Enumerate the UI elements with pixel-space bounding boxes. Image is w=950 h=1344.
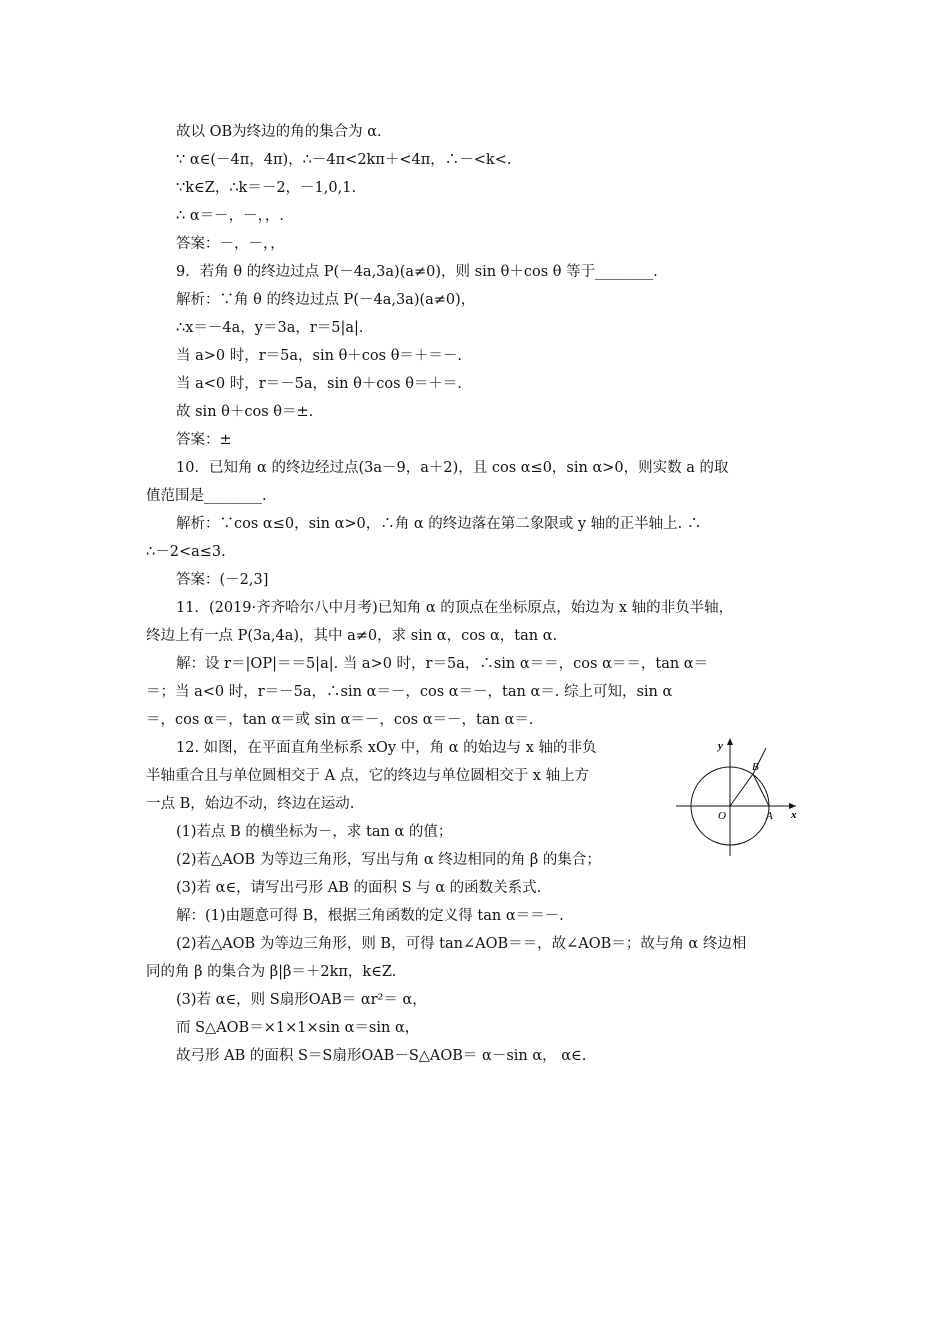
unit-circle-figure — [672, 734, 802, 858]
segment-AB — [753, 774, 769, 806]
text-line: ∵k∈Z，∴k＝－2，－1,0,1. — [176, 180, 357, 196]
text-line: (3)若 α∈，请写出弓形 AB 的面积 S 与 α 的函数关系式. — [176, 880, 542, 896]
text-line: 解：(1)由题意可得 B，根据三角函数的定义得 tan α＝＝－. — [176, 908, 564, 924]
text-line: 解析：∵cos α≤0，sin α>0，∴角 α 的终边落在第二象限或 y 轴的正半轴上. ∴ — [176, 516, 702, 532]
text-line: 解析：∵角 θ 的终边过点 P(－4a,3a)(a≠0)， — [176, 292, 476, 308]
text-line: 当 a<0 时，r＝－5a，sin θ＋cos θ＝＋＝. — [176, 376, 463, 392]
question-11: 11．(2019·齐齐哈尔八中月考)已知角 α 的顶点在坐标原点，始边为 x 轴的非负半轴， — [176, 600, 734, 616]
text-line: (2)若△AOB 为等边三角形，则 B，可得 tan∠AOB＝＝，故∠AOB＝；故与角 α 终边相 — [176, 936, 747, 952]
answer-line: 答案：(－2,3] — [176, 572, 269, 588]
question-12: 12. 如图，在平面直角坐标系 xOy 中，角 α 的始边与 x 轴的非负 — [176, 740, 597, 756]
text-line: 半轴重合且与单位圆相交于 A 点，它的终边与单位圆相交于 x 轴上方 — [146, 768, 590, 784]
segment-OB — [730, 774, 753, 806]
text-line: 同的角 β 的集合为 β|β＝＋2kπ，k∈Z. — [146, 964, 397, 980]
text-line: ∵ α∈(－4π，4π)，∴－4π<2kπ＋<4π，∴－<k<. — [176, 152, 512, 168]
text-line: (1)若点 B 的横坐标为－，求 tan α 的值； — [176, 824, 453, 840]
text-line: ＝；当 a<0 时，r＝－5a，∴sin α＝－，cos α＝－，tan α＝. 综上可知，sin α — [146, 684, 673, 700]
label-B: B — [752, 761, 759, 773]
text-line: 故以 OB为终边的角的集合为 α. — [176, 124, 382, 140]
label-x: x — [791, 809, 797, 821]
answer-line: 答案：± — [176, 432, 232, 448]
text-line: 而 S△AOB＝×1×1×sin α＝sin α， — [176, 1020, 420, 1036]
label-A: A — [766, 810, 773, 822]
text-line: 值范围是________. — [146, 488, 267, 504]
text-line: 故 sin θ＋cos θ＝±. — [176, 404, 314, 420]
answer-line: 答案：－，－，， — [176, 236, 285, 252]
text-line: 一点 B，始边不动，终边在运动. — [146, 796, 355, 812]
text-line: ∴－2<a≤3. — [146, 544, 226, 560]
text-line: 解：设 r＝|OP|＝＝5|a|. 当 a>0 时，r＝5a，∴sin α＝＝，cos α＝＝，tan α＝ — [176, 656, 709, 672]
question-10: 10．已知角 α 的终边经过点(3a－9，a＋2)，且 cos α≤0，sin α>0，则实数 a 的取 — [176, 460, 729, 476]
text-line: ＝，cos α＝，tan α＝或 sin α＝－，cos α＝－，tan α＝. — [146, 712, 534, 728]
text-line: 当 a>0 时，r＝5a，sin θ＋cos θ＝＋＝－. — [176, 348, 463, 364]
text-line: (3)若 α∈，则 S扇形OAB＝ αr²＝ α， — [176, 992, 427, 1008]
label-y: y — [718, 740, 723, 752]
text-line: ∴ α＝－，－，，. — [176, 208, 284, 224]
label-O: O — [718, 810, 726, 822]
text-line: 终边上有一点 P(3a,4a)，其中 a≠0，求 sin α，cos α，tan α. — [146, 628, 558, 644]
question-9: 9．若角 θ 的终边过点 P(－4a,3a)(a≠0)，则 sin θ＋cos θ 等于________. — [176, 264, 658, 280]
text-line: 故弓形 AB 的面积 S＝S扇形OAB－S△AOB＝ α－sin α， α∈. — [176, 1048, 587, 1064]
text-line: (2)若△AOB 为等边三角形，写出与角 α 终边相同的角 β 的集合； — [176, 852, 601, 868]
text-line: ∴x＝－4a，y＝3a，r＝5|a|. — [176, 320, 364, 336]
y-axis-arrow — [727, 738, 733, 745]
